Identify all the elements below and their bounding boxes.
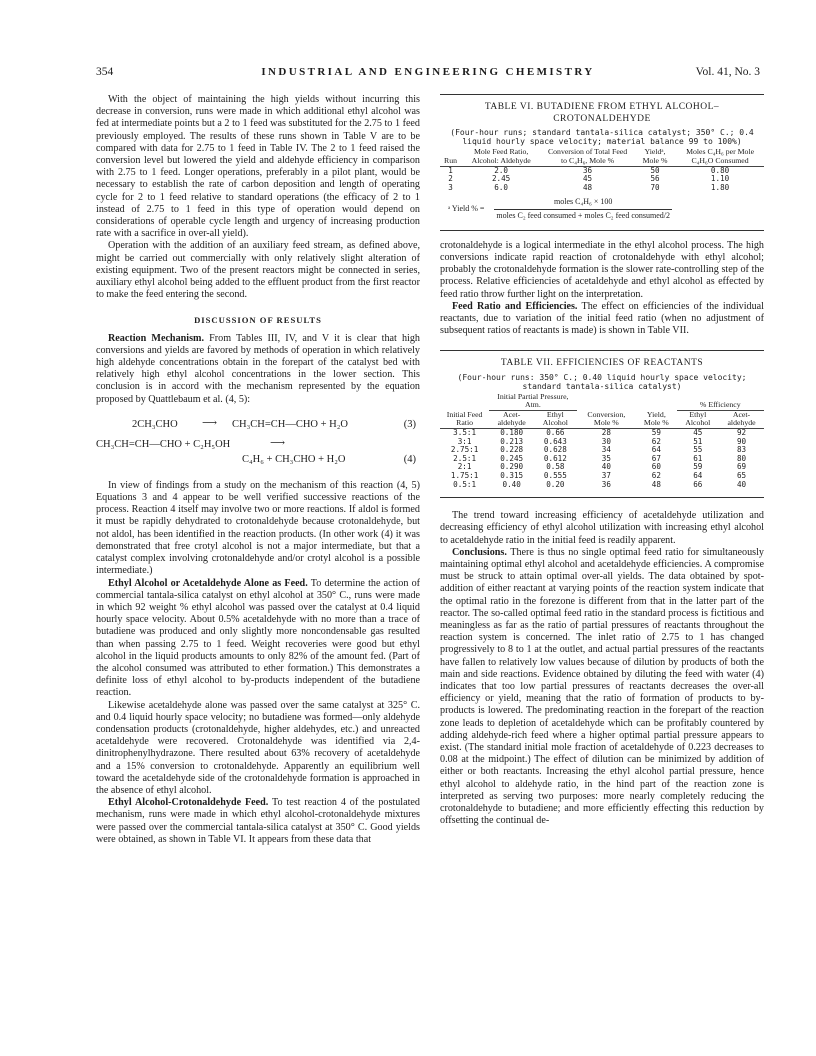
table-cell: 45 <box>693 427 703 437</box>
table-cell: 1 <box>448 165 453 175</box>
section-heading: DISCUSSION OF RESULTS <box>194 315 322 326</box>
table-cell: 2.75:1 <box>450 445 479 455</box>
table-cell: 92 <box>736 427 747 437</box>
table-cell: 2:1 <box>457 462 472 472</box>
table-row <box>440 481 764 490</box>
column-header: Yieldᵃ, Mole % <box>634 148 676 166</box>
paragraph: The trend toward increasing efficiency of acetaldehyde utilization and decreasing efficiency of ethyl alcohol utilization with increasing ethyl alcohol to acetaldehyde ratio in the initial feed is readily apparent. <box>440 510 764 546</box>
table-cell: 0.180 <box>500 427 524 437</box>
table-cell: 62 <box>651 436 661 446</box>
equation-rhs: CH₃CH=CH—CHO + H₂O <box>232 418 349 430</box>
table-cell: 0.555 <box>543 470 567 480</box>
paragraph <box>96 333 420 406</box>
paragraph <box>440 547 764 828</box>
paragraph-text: From Tables III, IV, and V it is clear that high conversions and yields are favored by methods of operation in which relatively high aldehyde concentrations obtain in the forepart of the catalyst bed with relatively high ethyl alcohol concentrations in the lower section. This conclusion is in accord with the mechanism represented by the equation proposed by Quattlebaum et al. (4, 5): <box>96 332 420 405</box>
paragraph <box>440 301 764 338</box>
column-header: Run <box>440 148 461 166</box>
run-in-heading: Ethyl Alcohol-Crotonaldehyde Feed. <box>108 797 269 809</box>
equation-rhs: C₄H₆ + CH₃CHO + H₂O <box>242 453 346 465</box>
run-in-heading: Feed Ratio and Efficiencies. <box>452 300 578 312</box>
table-cell: 59 <box>651 427 661 437</box>
table-cell: 0.80 <box>710 165 730 175</box>
table-cell: 2 <box>448 174 453 184</box>
volume-label: Vol. 41, No. 3 <box>695 66 760 78</box>
fraction-numerator: moles C₄H₆ × 100 <box>494 196 672 209</box>
reaction-arrow: ⟶ <box>270 437 286 449</box>
table-cell: 0.5:1 <box>453 479 477 489</box>
table-cell: 64 <box>693 470 703 480</box>
paragraph: Operation with the addition of an auxiliary feed stream, as defined above, might be carried out commercially with only relatively slight alteration of existing equipment. Two of the present reactors might be connected in series, auxiliary ethyl alcohol being added to the effluent product from the first reactor to make the feed entering the second. <box>96 240 420 301</box>
equation-number: (3) <box>403 418 416 430</box>
table-cell: 0.213 <box>500 436 524 446</box>
table-cell: 3 <box>448 182 453 192</box>
table-title: TABLE VI. BUTADIENE FROM ETHYL ALCOHOL–CROTONALDEHYDE <box>484 102 720 125</box>
table-row <box>440 184 764 193</box>
table-cell: 48 <box>651 479 661 489</box>
table-cell: 66 <box>693 479 703 489</box>
table-cell: 0.58 <box>546 462 565 472</box>
left-column <box>96 94 420 846</box>
table-subtitle: (Four-hour runs: 350° C.; 0.40 liquid hourly space velocity; standard tantala-silica catalyst) <box>457 372 747 391</box>
column-header: Moles C₄H₆ per Mole C₄H₆O Consumed <box>676 148 764 166</box>
table-cell: 0.290 <box>500 462 524 472</box>
table-cell: 40 <box>736 479 747 489</box>
column-group-header: Initial Partial Pressure, Atm. <box>489 393 576 411</box>
table-cell: 60 <box>651 462 661 472</box>
page-header <box>96 66 760 82</box>
column-header: Conversion, Mole % <box>577 410 637 428</box>
table-cell: 50 <box>650 165 660 175</box>
table-cell: 0.228 <box>500 445 524 455</box>
table-cell: 45 <box>582 174 593 184</box>
page-number: 354 <box>96 66 114 78</box>
table-cell: 59 <box>693 462 703 472</box>
table-cell: 61 <box>693 453 703 463</box>
data-table <box>440 148 764 192</box>
table-cell: 28 <box>601 427 611 437</box>
table-title: TABLE VII. EFFICIENCIES OF REACTANTS <box>500 358 704 369</box>
table-cell: 0.628 <box>543 445 567 455</box>
right-column <box>440 94 764 827</box>
column-group-header: % Efficiency <box>677 393 764 411</box>
table-cell: 30 <box>601 436 611 446</box>
journal-title: INDUSTRIAL AND ENGINEERING CHEMISTRY <box>261 66 595 78</box>
table-cell: 0.40 <box>502 479 521 489</box>
table-cell: 2.45 <box>491 174 511 184</box>
table-cell: 51 <box>693 436 703 446</box>
table-cell: 1.10 <box>710 174 730 184</box>
data-table <box>440 393 764 490</box>
column-header: Initial Feed Ratio <box>440 410 489 428</box>
run-in-heading: Ethyl Alcohol or Acetaldehyde Alone as Feed. <box>108 577 308 589</box>
paragraph: With the object of maintaining the high yields without incurring this decrease in conversion, runs were made in which additional ethyl alcohol was fed at intermediate points but a 2 to 1 feed was substituted for the 2.75 to 1 feed previously employed. The results of these runs shown in Table V are to be compared with data for 2.75 to 1 feed in Table IV. The 2 to 1 feed raised the conversion level but lowered the yield and aldehyde efficiency in comparison with 2.75 to 1 feed. Longer operations, preferably in a pilot plant, would be necessary to establish the rate of carbon deposition and length of operating cycle for 2 to 1 feed relative to standard operations (the efficacy of 2 to 1 instead of 2.75 to 1 feed in this type of operation would depend on considerations of operable cycle length and urgency of increasing production rate with a sacrifice in over-all yield). <box>96 94 420 240</box>
column-header: Conversion of Total Feed to C₄H₆, Mole % <box>541 148 634 166</box>
reaction-arrow: ⟶ <box>202 417 218 429</box>
table-cell: 0.315 <box>500 470 524 480</box>
table-cell: 1.80 <box>710 182 730 192</box>
table-footnote <box>440 196 764 221</box>
column-header: Mole Feed Ratio, Alcohol: Aldehyde <box>461 148 541 166</box>
table-body <box>440 428 764 489</box>
table-cell: 69 <box>736 462 747 472</box>
table-cell: 35 <box>601 453 611 463</box>
paragraph: Likewise acetaldehyde alone was passed over the same catalyst at 325° C. and 0.4 liquid hourly space velocity; no butadiene was formed—only aldehyde condensation products (crotonaldehyde, higher aldehydes, etc.) and unreacted acetaldehyde were recovered. Crotonaldehyde was identified via 2,4-dinitrophenylhydrazone. There resulted about 63% recovery of acetaldehyde and a 15% conversion to crotonaldehyde. Apparently an equilibrium well toward the acetaldehyde side of the crotonaldehyde formation is approached in the absence of ethyl alcohol. <box>96 699 420 796</box>
fraction-denominator: moles C₂ feed consumed + moles C₂ feed consumed/2 <box>496 210 671 220</box>
paragraph <box>96 797 420 846</box>
table-cell: 3:1 <box>457 436 472 446</box>
column-header: Ethyl Alcohol <box>677 410 719 428</box>
table-cell: 67 <box>651 453 661 463</box>
table-cell: 6.0 <box>494 182 508 192</box>
paragraph-text: To test reaction 4 of the postulated mechanism, runs were made in which ethyl alcohol-crotonaldehyde mixtures were passed over the commercial tantala-silica catalyst at 350° C. Good yields were obtained, as shown in Table VI. It appears from these data that <box>96 797 420 845</box>
table-cell: 0.20 <box>546 479 565 489</box>
table-cell: 34 <box>601 445 611 455</box>
table-cell: 0.612 <box>543 453 567 463</box>
paragraph-text: The effect on efficiencies of the individual reactants, due to variation of the initial feed ratio (when no adjustment of subsequent ratios of reactants is made) is shown in Table VII. <box>440 300 764 337</box>
paragraph: In view of findings from a study on the mechanism of this reaction (4, 5) Equations 3 and 4 appear to be well verified successive reactions of the process. Reaction 4 itself may involve two or more reactions. If aldol is formed it must be rapidly dehydrated to crotonaldehyde because crotonaldehyde, but not aldol, has been identified in the reaction products. (In other work (4) it was demonstrated that free crotyl alcohol is not a major intermediate, but that a catalyst complex involving crotonaldehyde and/or crotyl alcohol is a possible intermediate.) <box>96 479 420 577</box>
table-cell: 56 <box>650 174 660 184</box>
run-in-heading: Conclusions. <box>452 546 507 558</box>
table-cell: 1.75:1 <box>450 470 479 480</box>
table-cell: 3.5:1 <box>453 427 477 437</box>
table-cell: 37 <box>601 470 611 480</box>
table-cell: 62 <box>651 470 661 480</box>
table-cell: 55 <box>693 445 703 455</box>
table-cell: 80 <box>736 453 747 463</box>
paragraph-text: To determine the action of commercial tantala-silica catalyst on ethyl alcohol at 350° C., runs were made in which 92 weight % ethyl alcohol was passed over the catalyst at 0.4 liquid hourly space velocity. About 0.5% acetaldehyde with no more than a trace of butadiene was produced and only slightly more noncondensable gas resulted than when passing 2.75 to 1 feed. Weight recoveries were good but ethyl alcohol in the liquid products amounts to only 82% of the amount fed. (Part of the alcohol consumed was attributed to ether formation.) This demonstrates a definite loss of ethyl alcohol to by-products independent of the butadiene reaction. <box>96 577 421 699</box>
table-cell: 36 <box>582 165 593 175</box>
table-cell: 64 <box>651 445 661 455</box>
table-subtitle: (Four-hour runs; standard tantala-silica catalyst; 350° C.; 0.4 liquid hourly space velocity; material balance 99 to 100%) <box>450 128 754 147</box>
table-cell: 70 <box>650 182 660 192</box>
table-cell: 83 <box>736 445 747 455</box>
column-header: Ethyl Alcohol <box>534 410 576 428</box>
equation-number: (4) <box>403 453 416 465</box>
equation-3 <box>96 417 420 435</box>
column-header: Yield, Mole % <box>636 410 676 428</box>
table-6 <box>440 94 764 231</box>
table-cell: 2.5:1 <box>453 453 477 463</box>
table-cell: 0.66 <box>546 427 565 437</box>
paragraph-text: There is thus no single optimal feed ratio for simultaneously maintaining optimal ethyl alcohol and acetaldehyde efficiencies. A compromise must be struck to attain optimal over-all yields. The data obtained by spot-addition of either reactant at varying points of the reaction system indicate that the optimal ratio in the forezone is different from that in the latter part of the reactor. The so-called optimal feed ratio in the standard process is fictitious and meaningless as far as the ratio of partial pressures of reactants throughout the reaction system is concerned. The inlet ratio of 2.75 to 1 has changed progressively to 8 to 1 at the outlet, and actual partial pressures of the reactants have fallen to relatively low values because of dilution by products of both the main and side reactions. Evidence obtained by diluting the feed with water (4) indicates that too low partial pressures of reactants decreases the over-all efficiency or yield, meaning that the ratio of formation of products to by-products is lowered. The predominating reaction in the forepart of the reaction zone leads to depletion of acetaldehyde which can be profitably countered by adding aldehyde-rich feed where a higher optimal partial pressure appears to exist. (The standard initial mole fraction of acetaldehyde of 0.223 decreases to 0.08 at the midpoint.) The effect of dilution can be minimized by addition of either or both reactants. Increasing the ethyl alcohol partial pressure, hence ethyl alcohol to aldehyde ratio, in the hind part of the reaction zone is interpreted as serving two purposes: more nearly completely reducing the crotonaldehyde to butadiene; and more efficiently effecting this reduction by offsetting the continual de- <box>440 546 764 827</box>
table-cell: 40 <box>601 462 611 472</box>
table-cell: 2.0 <box>494 165 508 175</box>
equation-4 <box>96 439 420 469</box>
table-cell: 0.245 <box>500 453 524 463</box>
table-cell: 48 <box>582 182 593 192</box>
column-header: Acet-aldehyde <box>719 410 764 428</box>
footnote-label: ᵃ Yield % = <box>448 203 485 213</box>
table-7 <box>440 350 764 498</box>
column-header: Acet-aldehyde <box>489 410 534 428</box>
run-in-heading: Reaction Mechanism. <box>108 332 204 344</box>
equation-lhs: CH₃CH=CH—CHO + C₂H₅OH <box>96 438 231 450</box>
footnote-fraction <box>494 196 672 221</box>
table-cell: 0.643 <box>543 436 567 446</box>
paragraph: crotonaldehyde is a logical intermediate in the ethyl alcohol process. The high conversions indicate rapid reaction of crotonaldehyde with ethyl alcohol; probably the crotonaldehyde formation is the slower rate-controlling step of the process. Relative efficiencies of acetaldehyde and ethyl alcohol as effected by feed ratio throw further light on the interpretation. <box>440 239 764 300</box>
paragraph <box>96 578 420 700</box>
equation-lhs: 2CH₃CHO <box>132 418 178 430</box>
table-cell: 65 <box>736 470 747 480</box>
table-body <box>440 166 764 192</box>
table-cell: 90 <box>736 436 747 446</box>
table-cell: 36 <box>601 479 611 489</box>
